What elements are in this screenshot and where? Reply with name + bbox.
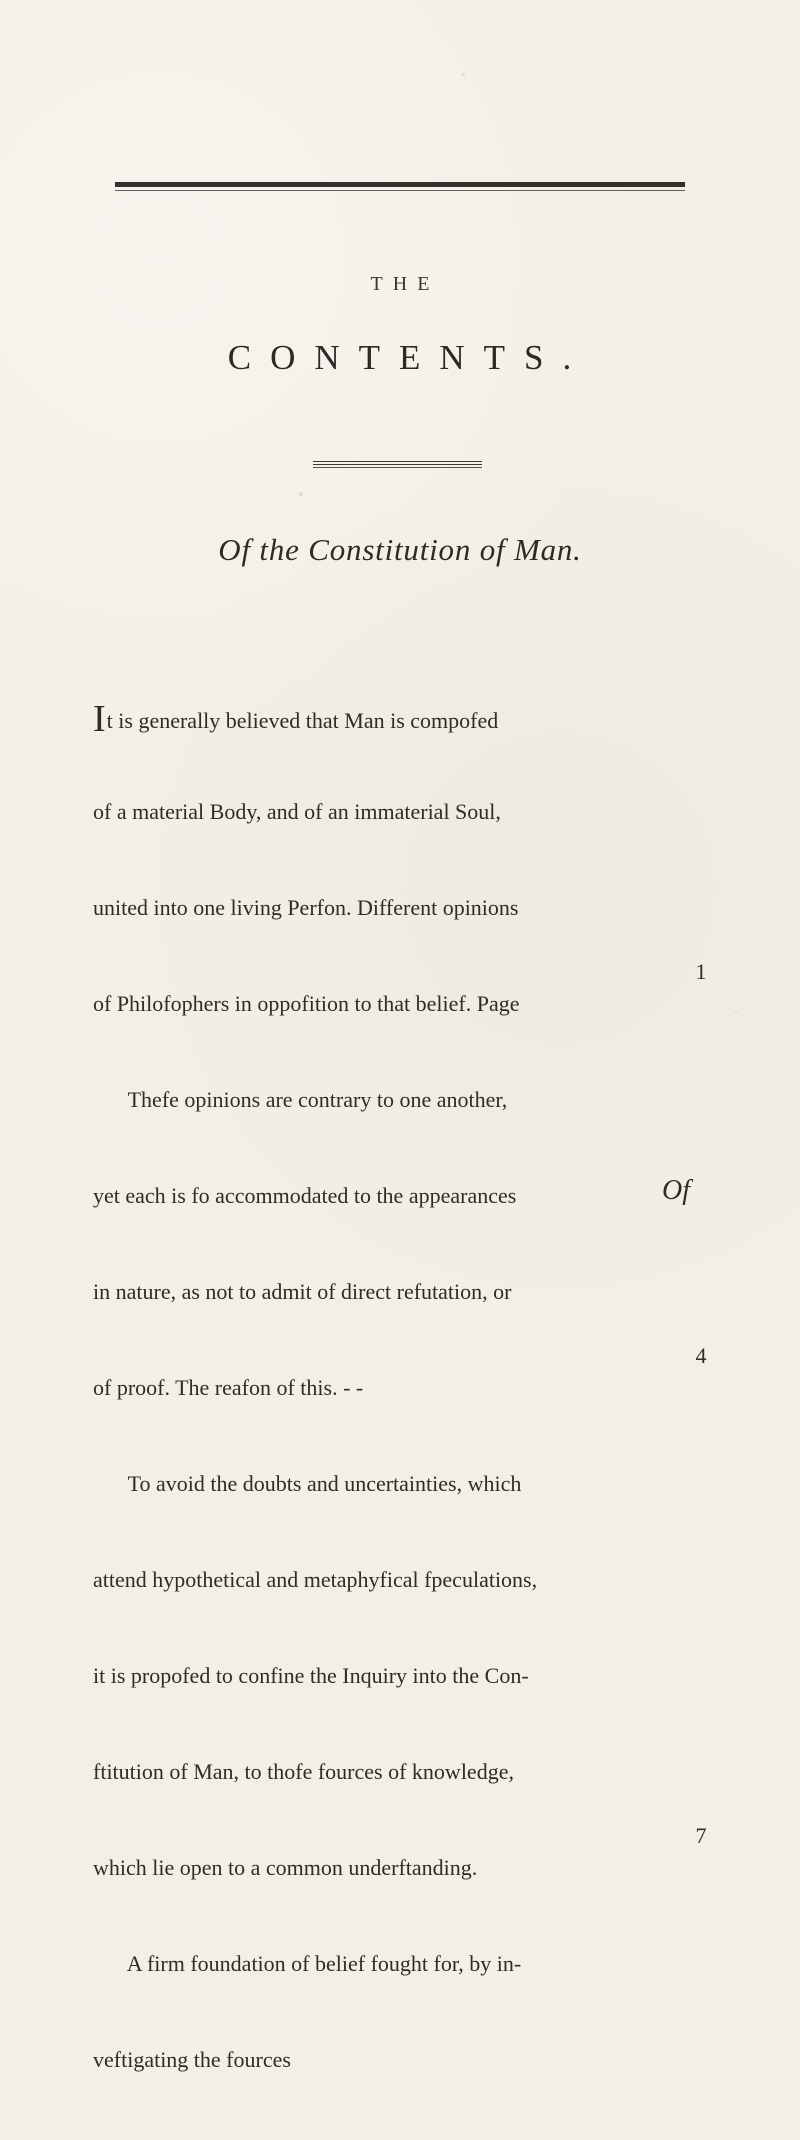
toc-line-text: attend hypothetical and metaphyfical fpeculations, [93,1567,538,1592]
toc-line [60,1628,710,1688]
toc-line-text: in nature, as not to admit of direct refutation, or [93,1279,512,1304]
toc-line [60,1532,710,1592]
toc-line-text: ftitution of Man, to thofe fources of knowledge, [93,1759,514,1784]
middle-ornamental-rule [313,461,482,469]
toc-line-text: veftigating the fources [93,2047,291,2072]
toc-line-text: of proof. The reafon of this. - - [93,1375,364,1400]
toc-line [60,860,710,920]
middle-rule-line-1 [313,461,482,462]
middle-rule-line-2 [313,464,482,465]
paper-speck [462,73,465,76]
toc-line [60,1340,710,1400]
toc-line-text: A firm foundation of belief fought for, by in- [126,1951,522,1976]
initial-capital: I [93,698,106,740]
toc-line-text: it is propofed to confine the Inquiry into the Con- [93,1663,529,1688]
toc-line-text: t is generally believed that Man is compofed [106,708,499,733]
toc-line-text: of a material Body, and of an immaterial Soul, [93,799,501,824]
toc-page-number: 1 [695,959,707,984]
page-heading-contents: CONTENTS. [227,338,591,377]
toc-line [60,1052,710,1112]
toc-page-number: 4 [695,1343,707,1368]
toc-line-text: To avoid the doubts and uncertainties, which [127,1471,522,1496]
page-heading-the: THE [370,273,440,295]
top-rule-thick [115,182,685,187]
catchword: Of [662,1175,690,1206]
toc-line-text: united into one living Perfon. Different opinions [93,895,519,920]
toc-page-number: 7 [695,1823,707,1848]
toc-line-text: yet each is fo accommodated to the appearances [93,1183,517,1208]
toc-line [60,668,710,740]
toc-line [60,1724,710,1784]
paper-speck [299,492,303,496]
toc-line [60,1820,710,1880]
toc-line [60,1436,710,1496]
paper-speck [735,1011,737,1013]
top-rule-thin [115,190,685,191]
contents-text-block [60,604,710,2108]
toc-line-text: of Philofophers in oppofition to that belief. Page [93,991,520,1016]
toc-line [60,956,710,1016]
top-double-rule [115,182,685,192]
toc-line-text: Thefe opinions are contrary to one another, [127,1087,508,1112]
toc-line-text: which lie open to a common underftanding. [93,1855,478,1880]
toc-line [60,764,710,824]
section-title: Of the Constitution of Man. [218,532,582,567]
toc-line [60,2012,710,2072]
toc-line [60,1916,710,1976]
middle-rule-line-3 [313,467,482,468]
toc-line [60,1244,710,1304]
